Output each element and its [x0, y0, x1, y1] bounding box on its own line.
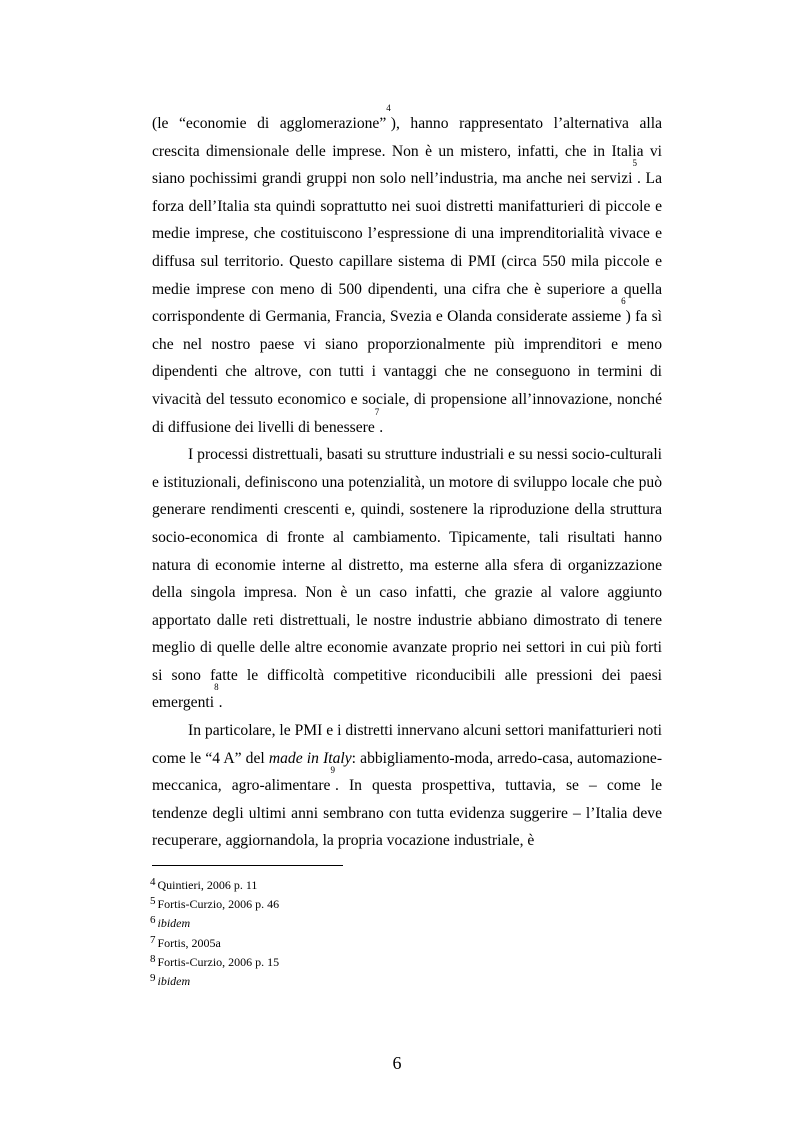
text-run: . [218, 694, 223, 712]
footnote-text: Quintieri, 2006 p. 11 [157, 878, 258, 892]
text-run: . [379, 418, 384, 436]
footnote-reference: 9 [330, 765, 335, 776]
footnote-number: 7 [150, 933, 156, 946]
paragraph [152, 103, 662, 441]
footnote-text: ibidem [157, 916, 191, 931]
footnote-reference: 7 [374, 406, 380, 417]
footnote-reference: 4 [386, 103, 391, 113]
footnotes [150, 876, 660, 991]
page-number: 6 [392, 1053, 402, 1073]
footnote [150, 914, 660, 933]
footnote [150, 972, 660, 991]
footnote-reference: 8 [214, 682, 219, 693]
footnote [150, 934, 660, 953]
footnote-text: Fortis, 2005a [157, 935, 221, 950]
footnote-number: 6 [150, 914, 156, 927]
italic-phrase: made in Italy [268, 749, 352, 767]
text-run: . La forza dell’Italia sta quindi soprattutto nei suoi distretti manifatturieri di piccole e medie imprese, che costituiscono l’espressione di una imprenditorialità vivace e diffusa sul territorio. Questo capillare sistema di PMI (circa 550 mila piccole e medie imprese con meno di 500 dipendenti, una cifra che è superiore a quella corrispondente di Germania, Francia, Svezia e Olanda considerate assieme [152, 170, 662, 326]
footnote-reference: 6 [621, 296, 626, 307]
text-run: (le “economie di agglomerazione” [152, 115, 387, 132]
paragraph [152, 441, 662, 717]
footnote-reference: 5 [632, 158, 637, 169]
footnote [150, 953, 660, 972]
footnote [150, 895, 660, 914]
paragraph [152, 717, 662, 855]
footnote-number: 5 [150, 895, 156, 908]
text-run: : abbigliamento-moda, arredo-casa, automazione-meccanica, agro-alimentare [152, 749, 663, 795]
footnote-number: 8 [150, 952, 156, 965]
footnote-text: Fortis-Curzio, 2006 p. 15 [157, 954, 280, 969]
body-text [152, 103, 663, 855]
footnote [150, 876, 660, 895]
text-run: . In questa prospettiva, tuttavia, se – come le tendenze degli ultimi anni sembrano con tutta evidenza suggerire – l’Italia deve recuperare, aggiornandola, la propria vocazione industriale, è [152, 777, 662, 850]
text-run: ) fa sì che nel nostro paese vi siano proporzionalmente più imprenditori e meno dipendenti che altrove, con tutti i vantaggi che ne conseguono in termini di vivacità del tessuto economico e sociale, di propensione all’innovazione, nonché di diffusione dei livelli di benessere [152, 308, 662, 436]
footnote-text: Fortis-Curzio, 2006 p. 46 [157, 897, 280, 912]
footnote-number: 4 [150, 876, 156, 888]
footnote-number: 9 [150, 972, 156, 985]
footnote-separator [152, 865, 343, 866]
text-run: I processi distrettuali, basati su strutture industriali e su nessi socio-culturali e istituzionali, definiscono una potenzialità, un motore di sviluppo locale che può generare rendimenti crescenti e, quindi, sostenere la riproduzione della struttura socio-economica di fronte al cambiamento. Tipicamente, tali risultati hanno natura di economie interne al distretto, ma esterne alla sfera di organizzazione della singola impresa. Non è un caso infatti, che grazie al valore aggiunto apportato dalle reti distrettuali, le nostre industrie abbiano dimostrato di tenere meglio di quelle delle altre economie avanzate proprio nei settori in cui più forti si sono fatte le difficoltà competitive riconducibili alle pressioni dei paesi emergenti [152, 446, 662, 712]
text-run: In particolare, le PMI e i distretti innervano alcuni settori manifatturieri noti come le “4 A” del [152, 722, 662, 767]
footnote-text: ibidem [157, 974, 191, 989]
text-run: ), hanno rappresentato l’alternativa alla crescita dimensionale delle imprese. Non è un mistero, infatti, che in Italia vi siano pochissimi grandi gruppi non solo nell’industria, ma anche nei servizi [152, 115, 662, 188]
